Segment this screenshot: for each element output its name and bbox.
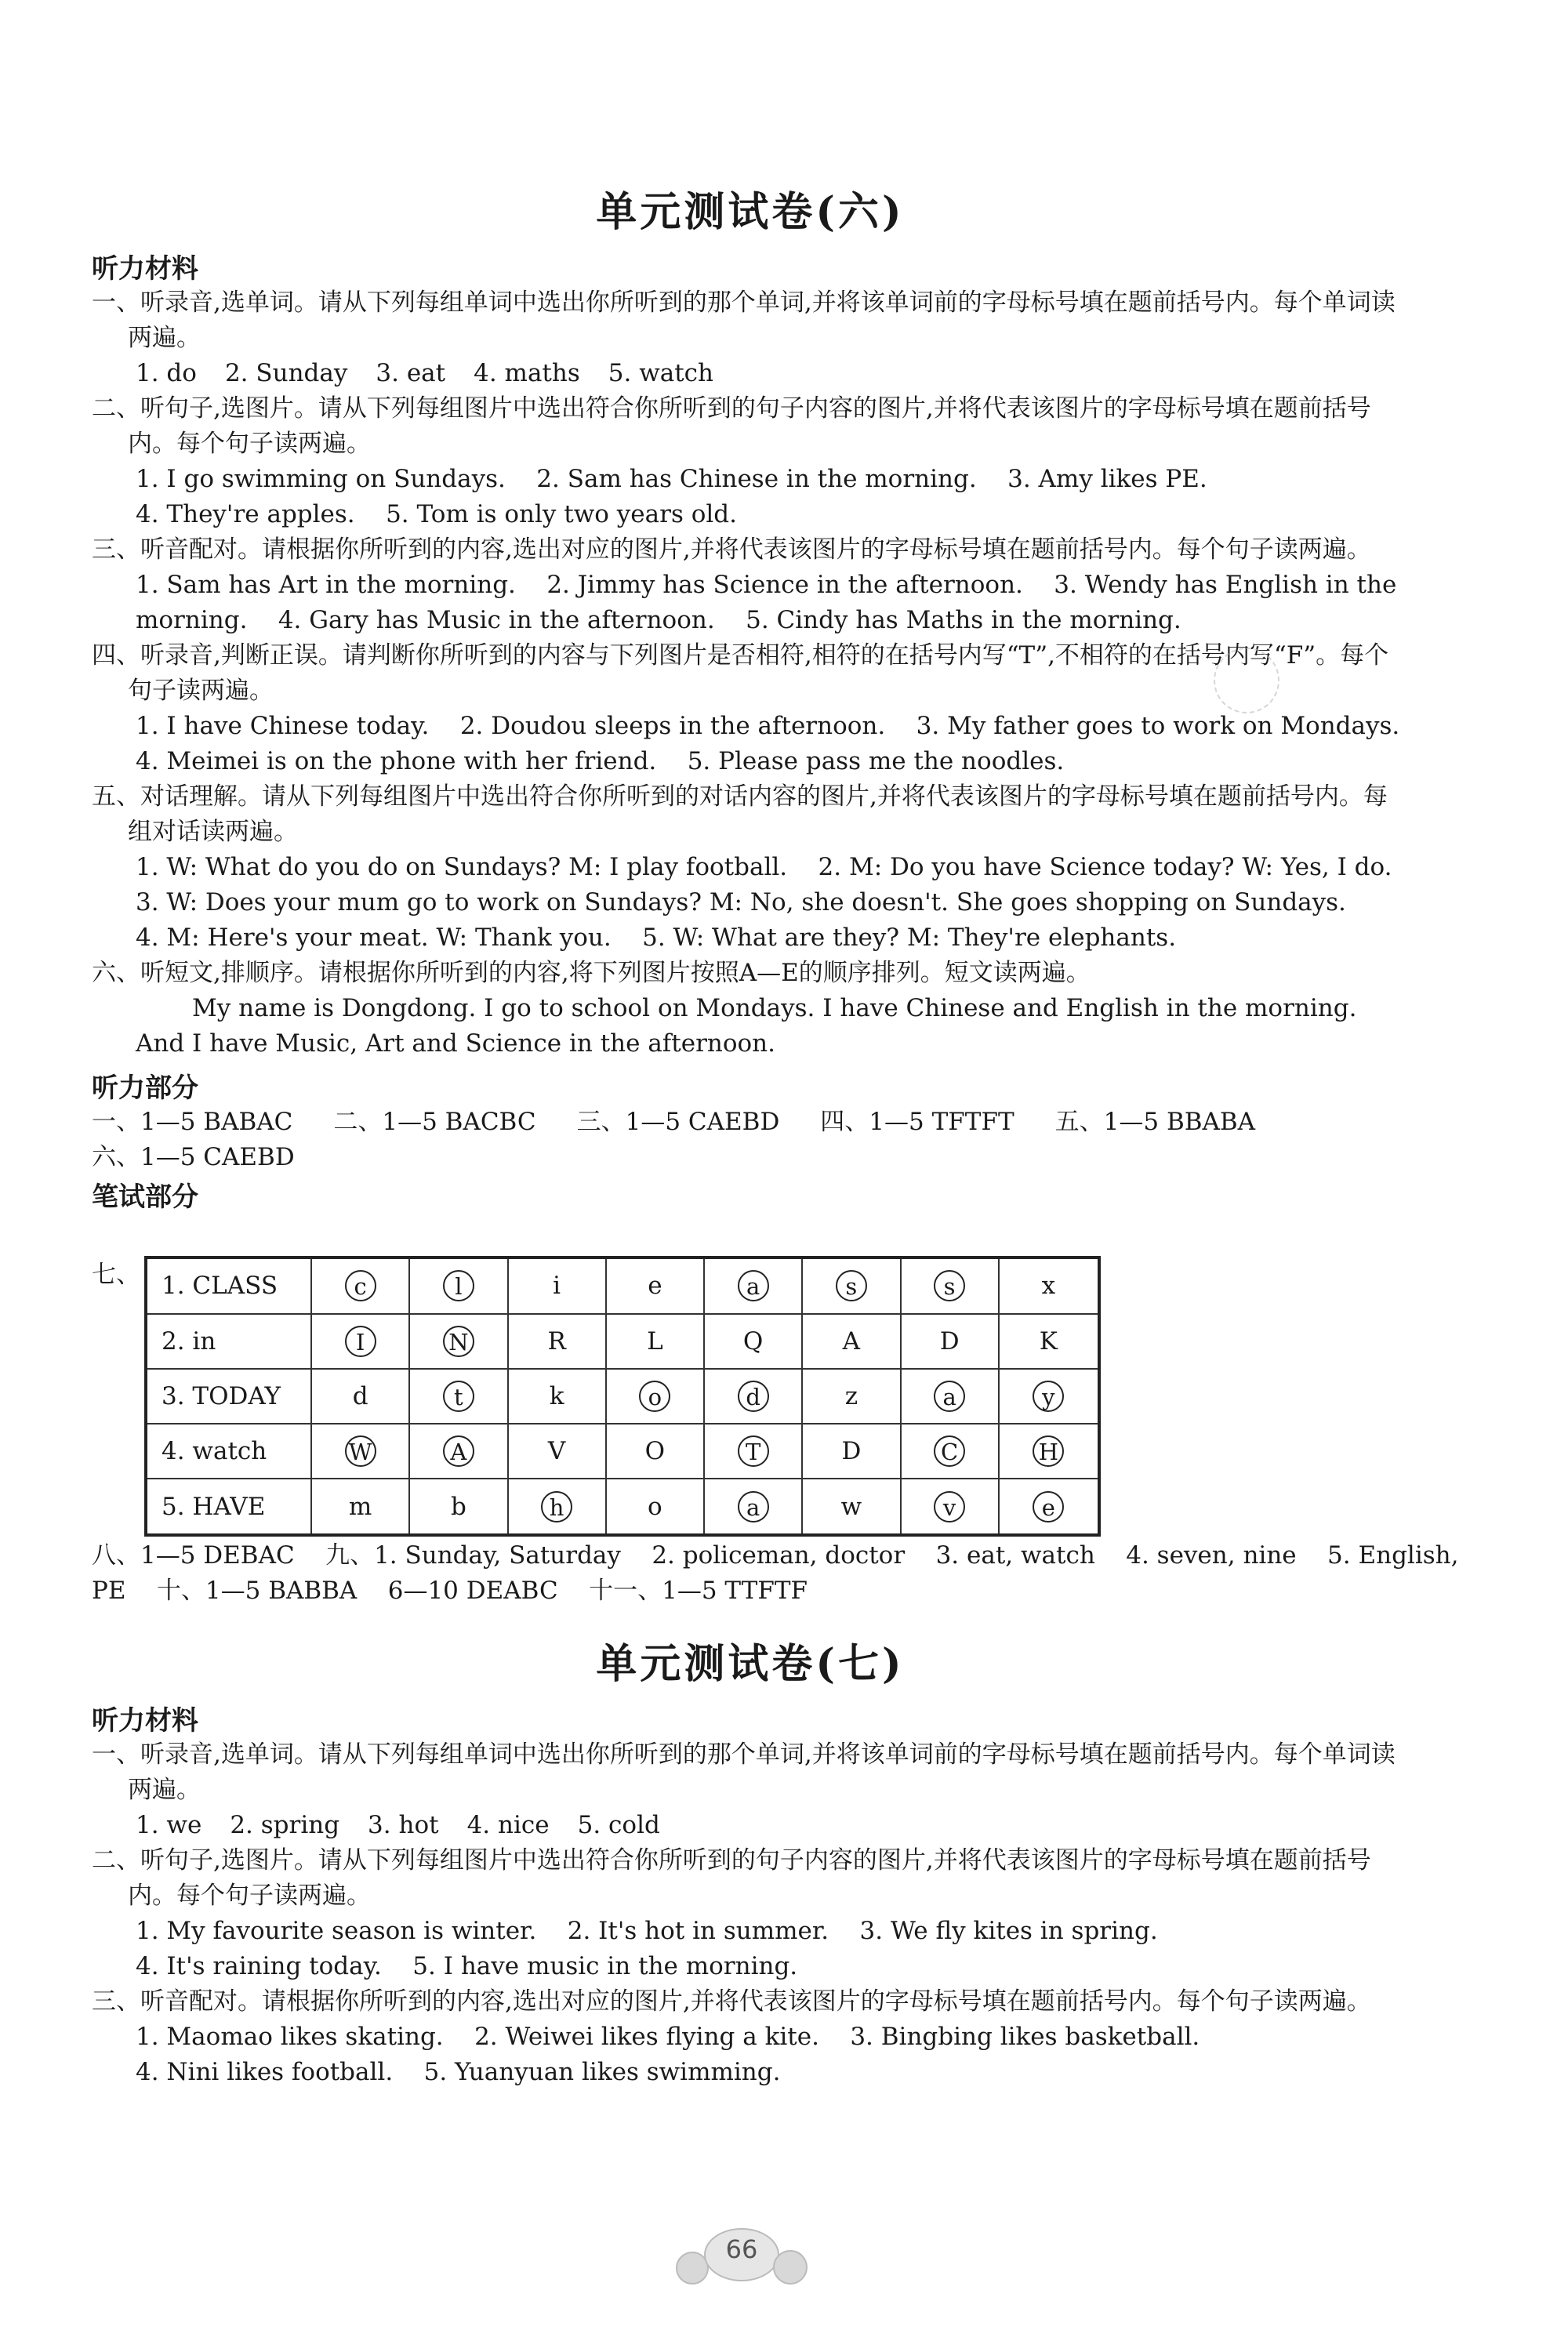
- grid-cell: [409, 1424, 507, 1479]
- grid-letter: d: [352, 1381, 368, 1410]
- question-5-line-3: 4. M: Here's your meat. W: Thank you. 5. W: What are they? M: They're elephants.: [136, 924, 1177, 952]
- grid-letter: R: [547, 1327, 566, 1356]
- grid-letter: z: [844, 1381, 858, 1410]
- grid-row: [146, 1424, 1099, 1479]
- circled-letter: H: [1033, 1435, 1064, 1467]
- grid-cell: [999, 1369, 1099, 1424]
- listening-answer-key: [92, 1105, 1409, 1140]
- grid-cell: [704, 1258, 802, 1314]
- grid-cell: [999, 1314, 1099, 1369]
- circled-letter: A: [443, 1435, 474, 1467]
- grid-cell: [606, 1424, 704, 1479]
- question-6-instruction: 六、听短文,排顺序。请根据你所听到的内容,将下列图片按照A—E的顺序排列。短文读两遍。: [92, 959, 1091, 987]
- grid-letter: D: [939, 1327, 960, 1356]
- grid-letter: o: [648, 1492, 662, 1521]
- grid-cell: [999, 1479, 1099, 1535]
- listening-materials-heading-7: 听力材料: [92, 1705, 198, 1737]
- grid-cell: [508, 1479, 606, 1535]
- grid-word: 3. TODAY: [146, 1369, 311, 1424]
- circled-letter: c: [345, 1270, 376, 1301]
- grid-cell: [311, 1424, 409, 1479]
- grid-cell: [704, 1424, 802, 1479]
- answer-key-item: 三、1—5 CAEBD: [576, 1108, 780, 1136]
- t7-q1-item: 5. cold: [577, 1811, 660, 1839]
- grid-letter: A: [842, 1327, 861, 1356]
- question-4-line-2: 4. Meimei is on the phone with her friend. 5. Please pass me the noodles.: [136, 747, 1065, 775]
- grid-cell: [999, 1258, 1099, 1314]
- circled-letter: t: [443, 1381, 474, 1412]
- grid-word: 5. HAVE: [146, 1479, 311, 1535]
- answer-key-item: 一、1—5 BABAC: [92, 1108, 293, 1136]
- circled-letter: a: [934, 1381, 965, 1412]
- grid-row: [146, 1479, 1099, 1535]
- grid-letter: w: [840, 1492, 862, 1521]
- grid-cell: [508, 1369, 606, 1424]
- t7-question-3-instruction: 三、听音配对。请根据你所听到的内容,选出对应的图片,并将代表该图片的字母标号填在题前括号内。每个句子读两遍。: [92, 1987, 1371, 2016]
- grid-cell: [508, 1314, 606, 1369]
- grid-letter: k: [549, 1381, 564, 1410]
- grid-letter: O: [644, 1437, 666, 1466]
- grid-letter: i: [553, 1272, 561, 1301]
- t7-q1-item: 3. hot: [368, 1811, 439, 1839]
- circled-letter: l: [443, 1270, 474, 1301]
- grid-cell: [704, 1479, 802, 1535]
- q1-item: 2. Sunday: [224, 359, 348, 387]
- grid-cell: [802, 1314, 900, 1369]
- page-number-badge: [676, 2228, 808, 2283]
- question-4-line-1: 1. I have Chinese today. 2. Doudou sleeps in the afternoon. 3. My father goes to work on Mondays.: [136, 712, 1400, 740]
- t7-question-1-items: [136, 1808, 1409, 1843]
- question-6-passage: My name is Dongdong. I go to school on Mondays. I have Chinese and English in the morning. And I have Music, Art and Science in the afternoon.: [136, 994, 1357, 1058]
- t7-question-1-instruction: 一、听录音,选单词。请从下列每组单词中选出你所听到的那个单词,并将该单词前的字母标号填在题前括号内。每个单词读两遍。: [92, 1740, 1396, 1804]
- question-5-line-1: 1. W: What do you do on Sundays? M: I play football. 2. M: Do you have Science today? W: Yes, I do.: [136, 853, 1392, 881]
- written-part-heading: 笔试部分: [92, 1181, 198, 1213]
- circled-letter: s: [836, 1270, 867, 1301]
- listening-answer-key-2: 六、1—5 CAEBD: [92, 1143, 295, 1171]
- circled-letter: C: [934, 1435, 965, 1467]
- grid-cell: [409, 1314, 507, 1369]
- listening-materials-heading: 听力材料: [92, 253, 198, 285]
- circled-letter: I: [345, 1326, 376, 1357]
- grid-word: 4. watch: [146, 1424, 311, 1479]
- grid-cell: [901, 1369, 999, 1424]
- t7-question-3-line-1: 1. Maomao likes skating. 2. Weiwei likes flying a kite. 3. Bingbing likes basketball.: [136, 2023, 1200, 2051]
- test-seven-title: 单元测试卷(七): [596, 1640, 905, 1688]
- grid-cell: [901, 1479, 999, 1535]
- question-5-line-2: 3. W: Does your mum go to work on Sundays? M: No, she doesn't. She goes shopping on Sundays.: [136, 888, 1346, 916]
- circled-letter: N: [443, 1326, 474, 1357]
- grid-word: 1. CLASS: [146, 1258, 311, 1314]
- q1-item: 4. maths: [474, 359, 580, 387]
- question-4-instruction: 四、听录音,判断正误。请判断你所听到的内容与下列图片是否相符,相符的在括号内写“T”,不相符的在括号内写“F”。每个句子读两遍。: [92, 641, 1389, 705]
- grid-cell: [802, 1369, 900, 1424]
- grid-cell: [901, 1424, 999, 1479]
- faint-stamp-mark: [1214, 648, 1279, 713]
- question-1-instruction: 一、听录音,选单词。请从下列每组单词中选出你所听到的那个单词,并将该单词前的字母标号填在题前括号内。每个单词读两遍。: [92, 289, 1396, 352]
- test-seven-section: [92, 1631, 1409, 2090]
- q1-item: 5. watch: [608, 359, 713, 387]
- grid-cell: [508, 1424, 606, 1479]
- grid-cell: [999, 1424, 1099, 1479]
- grid-cell: [704, 1369, 802, 1424]
- grid-row: [146, 1369, 1099, 1424]
- circled-letter: o: [639, 1381, 670, 1412]
- circled-letter: v: [934, 1491, 965, 1522]
- circled-letter: d: [738, 1381, 769, 1412]
- circled-letter: W: [345, 1435, 376, 1467]
- grid-cell: [802, 1479, 900, 1535]
- question-3-text: 1. Sam has Art in the morning. 2. Jimmy has Science in the afternoon. 3. Wendy has English in the morning. 4. Gary has Music in the afternoon. 5. Cindy has Maths in the morning.: [136, 571, 1405, 634]
- written-answer-key: [92, 1538, 1459, 1609]
- written-answer-line-1: 八、1—5 DEBAC 九、1. Sunday, Saturday 2. policeman, doctor 3. eat, watch 4. seven, nine 5. English,: [92, 1541, 1459, 1570]
- answer-key-item: 五、1—5 BBABA: [1054, 1108, 1256, 1136]
- circled-letter: e: [1033, 1491, 1064, 1522]
- grid-cell: [311, 1479, 409, 1535]
- grid-word: 2. in: [146, 1314, 311, 1369]
- question-2-instruction: 二、听句子,选图片。请从下列每组图片中选出符合你所听到的句子内容的图片,并将代表该图片的字母标号填在题前括号内。每个句子读两遍。: [92, 394, 1371, 458]
- answer-key-item: 二、1—5 BACBC: [333, 1108, 536, 1136]
- grid-letter: e: [648, 1272, 662, 1301]
- q1-item: 1. do: [136, 359, 197, 387]
- grid-cell: [901, 1258, 999, 1314]
- grid-cell: [311, 1369, 409, 1424]
- question-3-instruction: 三、听音配对。请根据你所听到的内容,选出对应的图片,并将代表该图片的字母标号填在题前括号内。每个句子读两遍。: [92, 535, 1371, 564]
- grid-cell: [802, 1258, 900, 1314]
- answer-key-item: 四、1—5 TFTFT: [820, 1108, 1014, 1136]
- circled-letter: h: [541, 1491, 572, 1522]
- grid-cell: [409, 1479, 507, 1535]
- test-six-title: 单元测试卷(六): [596, 188, 905, 236]
- grid-cell: [311, 1258, 409, 1314]
- circled-letter: a: [738, 1491, 769, 1522]
- t7-question-2-line-1: 1. My favourite season is winter. 2. It's hot in summer. 3. We fly kites in spring.: [136, 1917, 1158, 1945]
- grid-row: [146, 1258, 1099, 1314]
- circled-letter: T: [738, 1435, 769, 1467]
- grid-cell: [802, 1424, 900, 1479]
- bubble-decoration: [773, 2250, 808, 2285]
- t7-question-2-line-2: 4. It's raining today. 5. I have music in the morning.: [136, 1952, 798, 1980]
- question-1-items: [136, 356, 1409, 391]
- question-2-line-1: 1. I go swimming on Sundays. 2. Sam has Chinese in the morning. 3. Amy likes PE.: [136, 465, 1207, 493]
- grid-cell: [704, 1314, 802, 1369]
- grid-letter: V: [547, 1437, 566, 1466]
- grid-row: [146, 1314, 1099, 1369]
- circled-letter: y: [1033, 1381, 1064, 1412]
- grid-cell: [508, 1258, 606, 1314]
- t7-q1-item: 4. nice: [466, 1811, 550, 1839]
- grid-cell: [409, 1258, 507, 1314]
- grid-cell: [606, 1258, 704, 1314]
- question-2-line-2: 4. They're apples. 5. Tom is only two years old.: [136, 500, 737, 528]
- circled-letter: s: [934, 1270, 965, 1301]
- test-six-section: [92, 179, 1409, 1214]
- grid-letter: L: [647, 1327, 663, 1356]
- page-number: 66: [725, 2234, 758, 2264]
- grid-question-label: 七、: [92, 1261, 140, 1289]
- grid-cell: [901, 1314, 999, 1369]
- t7-q1-item: 2. spring: [230, 1811, 340, 1839]
- grid-cell: [606, 1314, 704, 1369]
- grid-cell: [409, 1369, 507, 1424]
- grid-cell: [606, 1369, 704, 1424]
- question-5-instruction: 五、对话理解。请从下列每组图片中选出符合你所听到的对话内容的图片,并将代表该图片的字母标号填在题前括号内。每组对话读两遍。: [92, 782, 1388, 846]
- grid-letter: b: [450, 1492, 466, 1521]
- circled-letter: a: [738, 1270, 769, 1301]
- t7-question-2-instruction: 二、听句子,选图片。请从下列每组图片中选出符合你所听到的句子内容的图片,并将代表该图片的字母标号填在题前括号内。每个句子读两遍。: [92, 1846, 1371, 1910]
- grid-letter: m: [348, 1492, 372, 1521]
- letter-grid-table: [144, 1256, 1101, 1537]
- q1-item: 3. eat: [376, 359, 446, 387]
- grid-cell: [311, 1314, 409, 1369]
- grid-letter: x: [1041, 1272, 1056, 1301]
- grid-letter: Q: [742, 1327, 764, 1356]
- grid-cell: [606, 1479, 704, 1535]
- grid-letter: K: [1039, 1327, 1058, 1356]
- t7-question-3-line-2: 4. Nini likes football. 5. Yuanyuan likes swimming.: [136, 2058, 781, 2086]
- written-answer-line-2: PE 十、1—5 BABBA 6—10 DEABC 十一、1—5 TTFTF: [92, 1577, 808, 1605]
- listening-part-heading: 听力部分: [92, 1072, 198, 1104]
- t7-q1-item: 1. we: [136, 1811, 202, 1839]
- grid-letter: D: [841, 1437, 862, 1466]
